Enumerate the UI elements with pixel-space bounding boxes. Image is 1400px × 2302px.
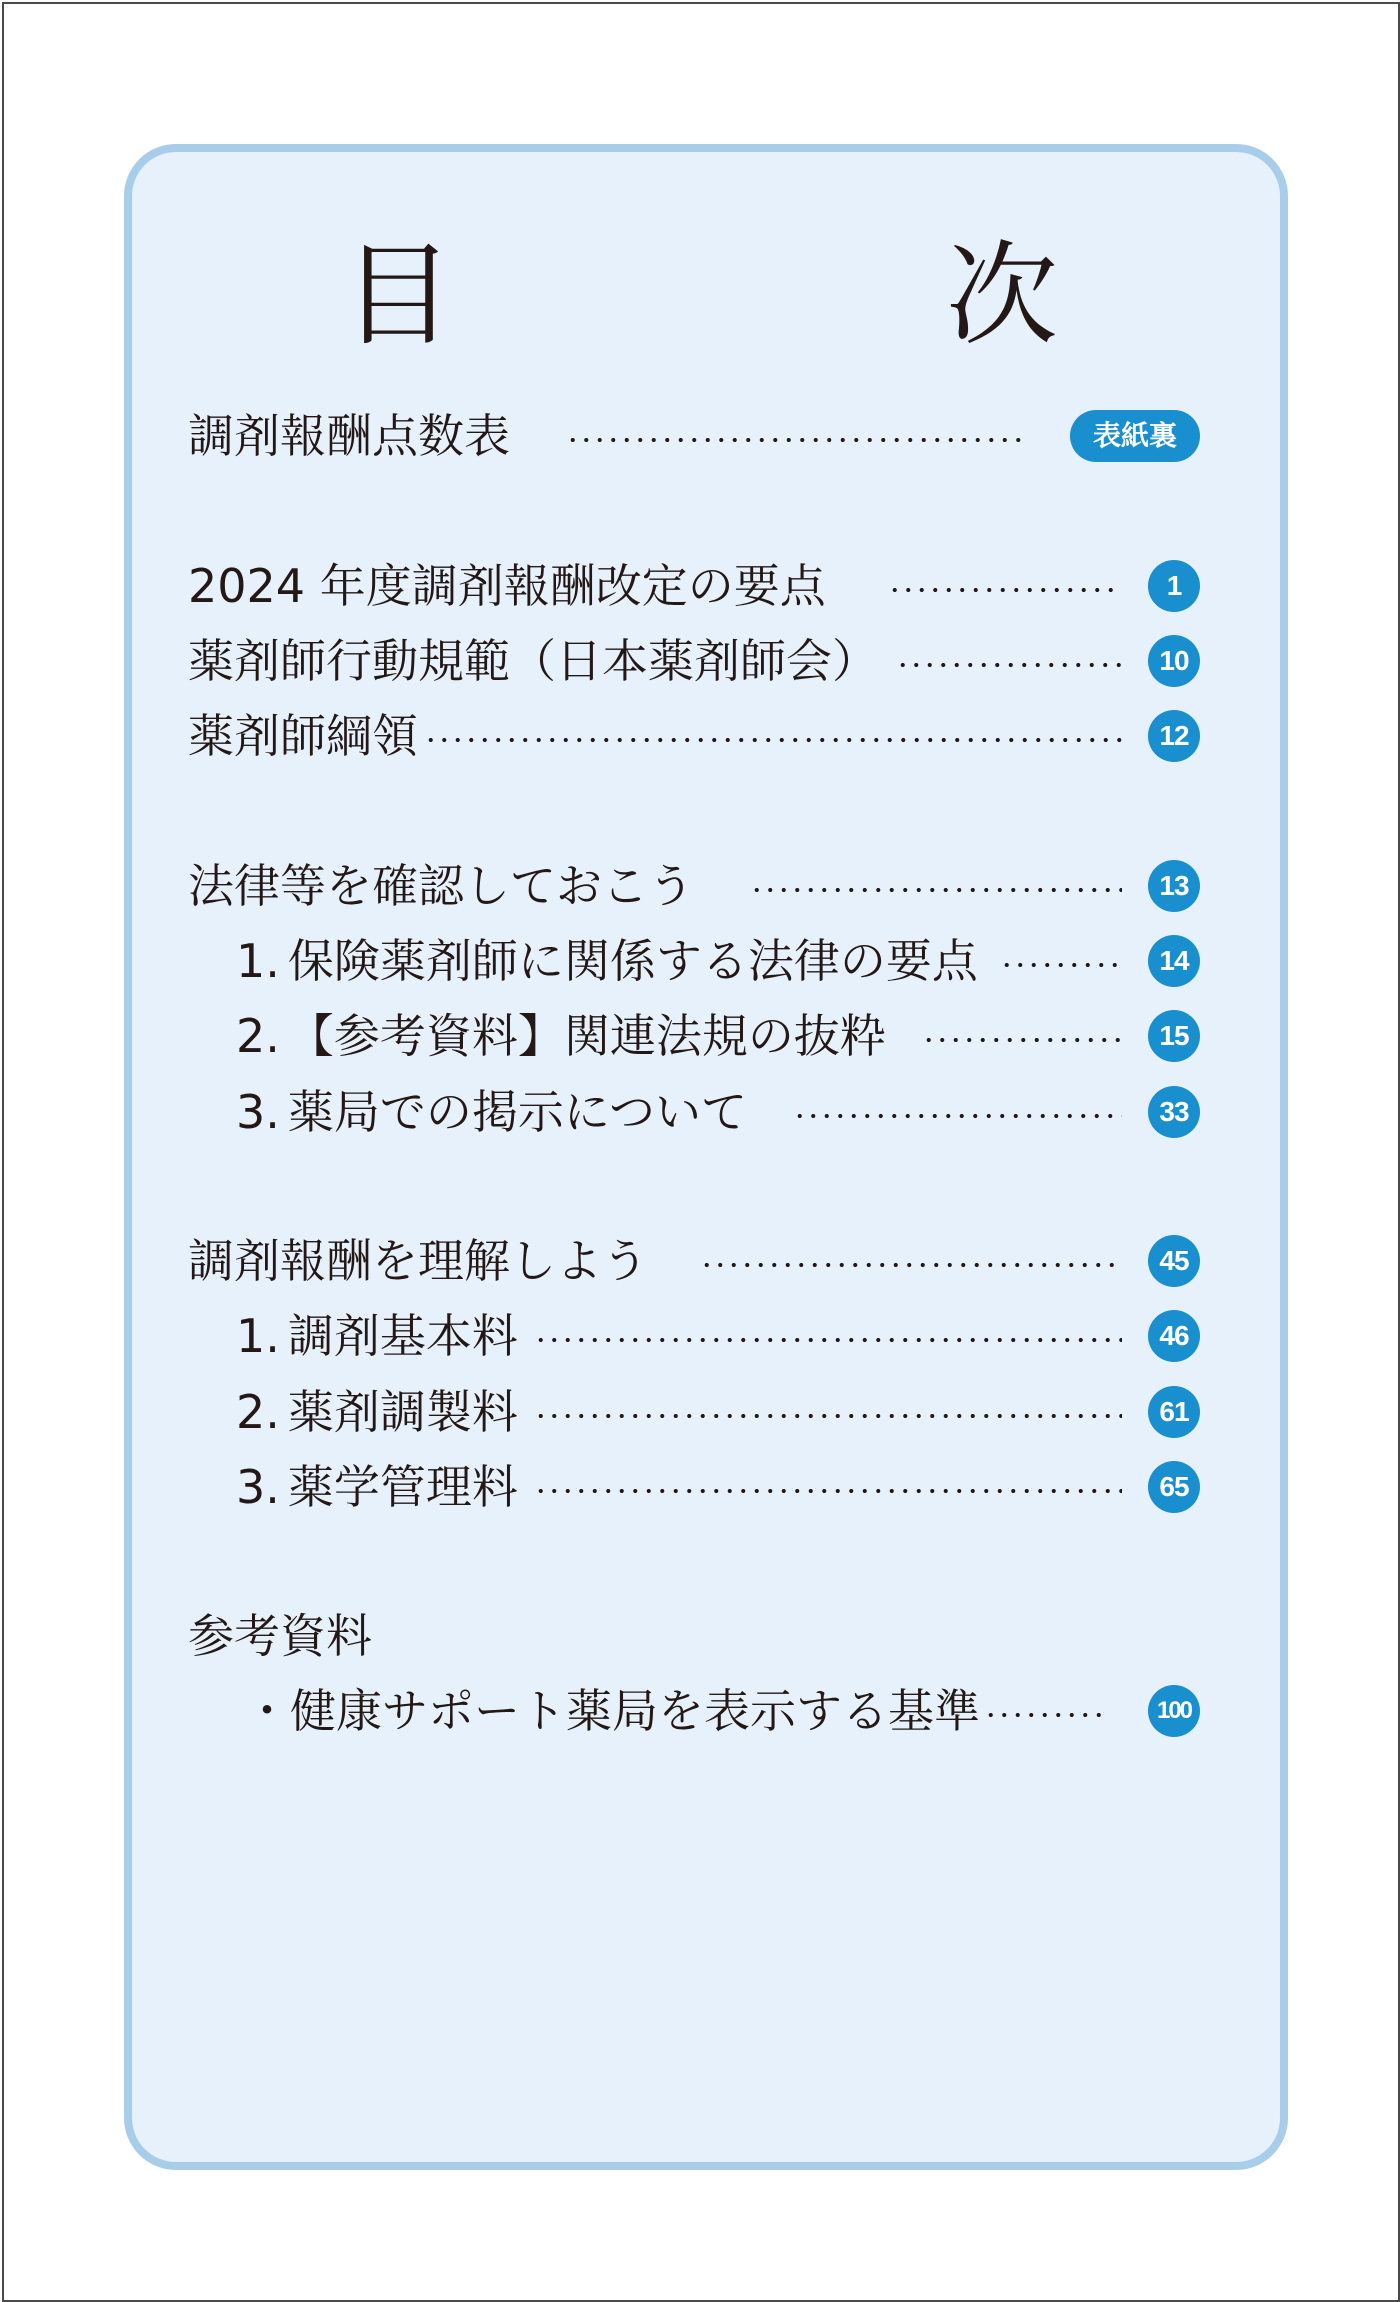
toc-entry-fees-1[interactable] — [236, 1306, 1200, 1366]
page-badge: 1 — [1148, 560, 1200, 612]
leader-dots — [896, 661, 1122, 669]
leader-dots — [793, 1112, 1122, 1120]
toc-entry-label — [236, 1382, 518, 1442]
toc-entry-number: 2. — [236, 1385, 280, 1439]
toc-entry-label: 参考資料 — [188, 1609, 372, 1663]
toc-entry-text: 調剤基本料 — [287, 1309, 518, 1363]
toc-entry-fee-table[interactable] — [188, 406, 1200, 466]
toc-entry-laws-2[interactable] — [236, 1006, 1200, 1066]
toc-entry-laws-3[interactable] — [236, 1082, 1200, 1142]
toc-entry-number: 1. — [236, 1309, 280, 1363]
toc-entry-label: 2024 年度調剤報酬改定の要点 — [188, 559, 826, 613]
page-badge: 10 — [1148, 635, 1200, 687]
toc-entry-laws[interactable] — [188, 856, 1200, 916]
toc-entry-label — [244, 1681, 980, 1741]
leader-dots — [534, 1336, 1122, 1344]
page-badge: 46 — [1148, 1310, 1200, 1362]
toc-entry-label: 調剤報酬点数表 — [188, 409, 510, 463]
leader-dots — [700, 1261, 1122, 1269]
toc-entry-label — [236, 1306, 518, 1366]
leader-dots — [534, 1412, 1122, 1420]
toc-entry-label: 薬剤師行動規範（日本薬剤師会） — [188, 634, 878, 688]
toc-entry-fees-3[interactable] — [236, 1457, 1200, 1517]
leader-dots — [750, 886, 1122, 894]
page-badge: 12 — [1148, 710, 1200, 762]
leader-dots — [984, 1711, 1110, 1719]
toc-entry-fees-2[interactable] — [236, 1382, 1200, 1442]
toc-entry-label — [236, 1082, 747, 1142]
leader-dots — [888, 586, 1122, 594]
leader-dots — [1000, 961, 1122, 969]
toc-title: 目 次 — [342, 231, 1248, 361]
toc-entry-understand-fees[interactable] — [188, 1231, 1200, 1291]
leader-dots — [566, 436, 1026, 444]
toc-entry-text: 薬局での掲示について — [287, 1085, 747, 1139]
toc-entry-number: 1. — [236, 934, 280, 988]
toc-entry-label — [236, 931, 978, 991]
toc-entry-text: 【参考資料】関連法規の抜粋 — [287, 1009, 886, 1063]
toc-entry-label: 薬剤師綱領 — [188, 709, 418, 763]
toc-entry-number: 2. — [236, 1009, 280, 1063]
page-badge: 表紙裏 — [1070, 410, 1200, 462]
page-badge: 100 — [1148, 1685, 1200, 1737]
toc-entry-reference-1[interactable] — [244, 1681, 1200, 1741]
page-badge: 65 — [1148, 1461, 1200, 1513]
leader-dots — [922, 1036, 1122, 1044]
page-badge: 15 — [1148, 1010, 1200, 1062]
page-badge: 61 — [1148, 1386, 1200, 1438]
toc-entry-reference[interactable] — [188, 1606, 1200, 1666]
toc-entry-text: 健康サポート薬局を表示する基準 — [290, 1684, 980, 1738]
toc-entry-text: 薬剤調製料 — [287, 1385, 518, 1439]
toc-entry-bullet: ・ — [244, 1684, 290, 1738]
page-badge: 13 — [1148, 860, 1200, 912]
page-badge: 14 — [1148, 935, 1200, 987]
page-badge: 33 — [1148, 1086, 1200, 1138]
toc-entry-text: 保険薬剤師に関係する法律の要点 — [287, 934, 978, 988]
toc-entry-revision-2024[interactable] — [188, 556, 1200, 616]
toc-entry-laws-1[interactable] — [236, 931, 1200, 991]
toc-entry-code-of-conduct[interactable] — [188, 631, 1200, 691]
toc-entry-label: 調剤報酬を理解しよう — [188, 1234, 648, 1288]
toc-entry-number: 3. — [236, 1085, 280, 1139]
toc-entry-text: 薬学管理料 — [287, 1460, 518, 1514]
toc-entry-pharmacist-creed[interactable] — [188, 706, 1200, 766]
leader-dots — [534, 1487, 1122, 1495]
leader-dots — [424, 736, 1122, 744]
toc-entry-label — [236, 1457, 518, 1517]
toc-entry-number: 3. — [236, 1460, 280, 1514]
toc-entry-label — [236, 1006, 886, 1066]
page-badge: 45 — [1148, 1235, 1200, 1287]
toc-entry-label: 法律等を確認しておこう — [188, 859, 694, 913]
